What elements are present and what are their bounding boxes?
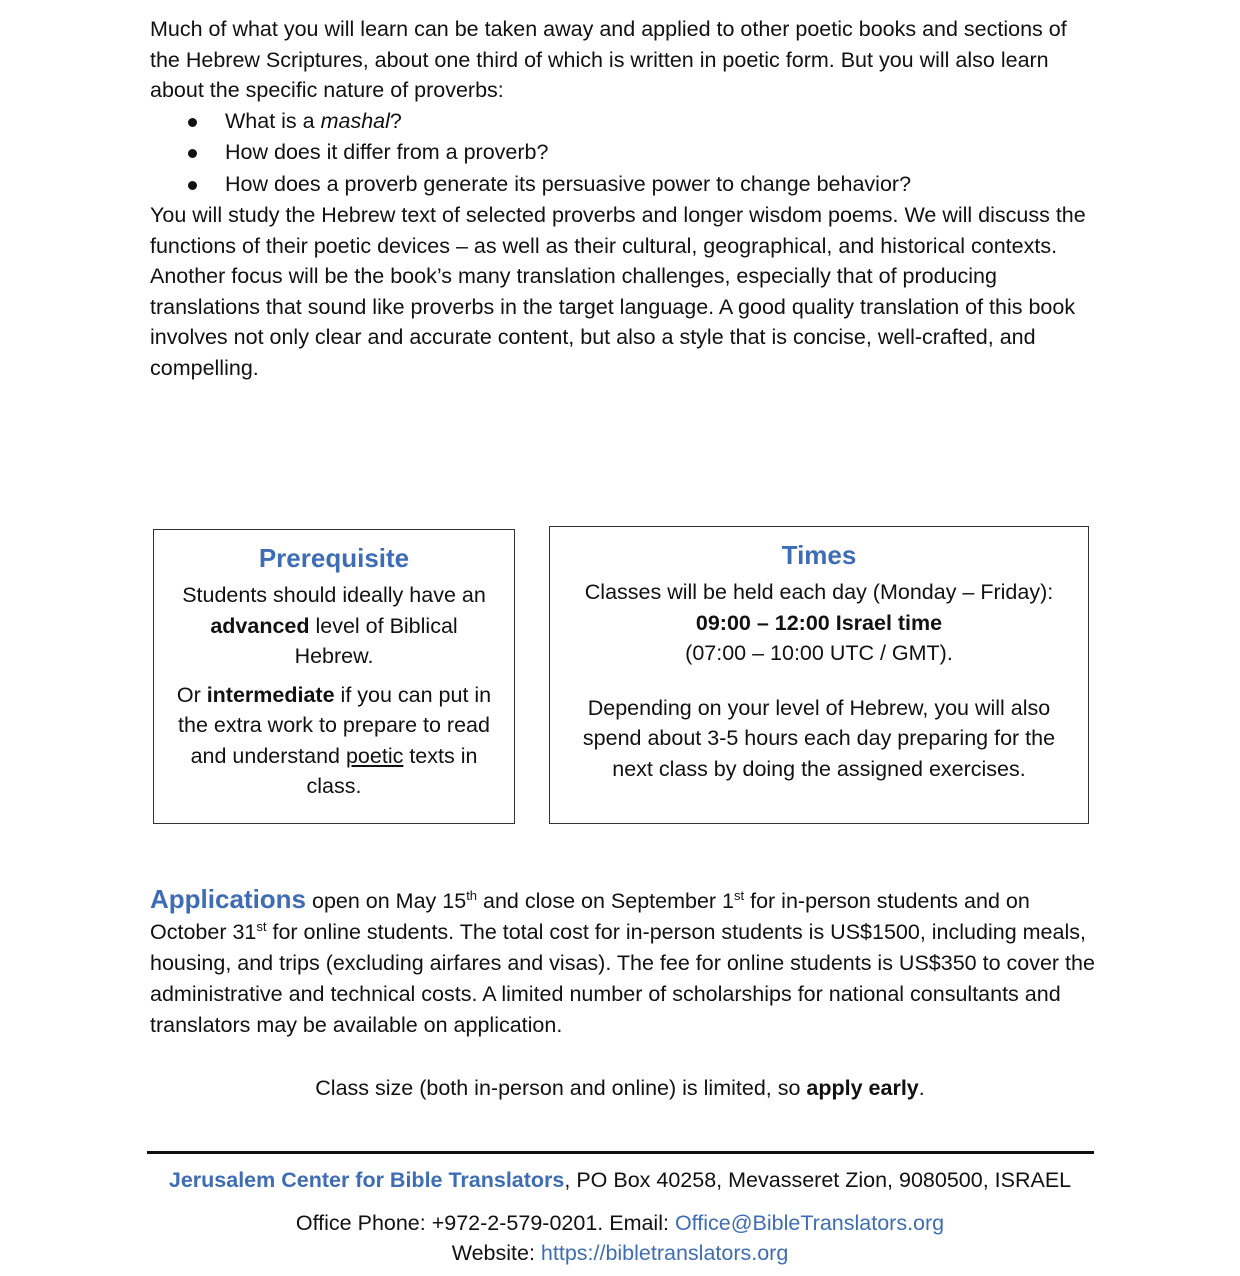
prerequisite-box bbox=[153, 529, 515, 824]
list-item: How does it differ from a proverb? bbox=[150, 137, 1095, 169]
times-israel: 09:00 – 12:00 Israel time bbox=[695, 610, 943, 635]
intro-paragraph: Much of what you will learn can be taken away and applied to other poetic books and sections of the Hebrew Scriptures, about one third of which is written in poetic form. But you will also learn about the specific nature of proverbs: bbox=[150, 17, 1067, 102]
class-size-note: Class size (both in-person and online) is limited, so apply early. bbox=[315, 1076, 925, 1100]
footer-divider bbox=[147, 1151, 1094, 1154]
website-link[interactable]: https://bibletranslators.org bbox=[540, 1241, 789, 1265]
prerequisite-title: Prerequisite bbox=[258, 543, 410, 573]
org-name: Jerusalem Center for Bible Translators bbox=[168, 1168, 565, 1192]
question-list bbox=[150, 106, 1095, 201]
mashal-term: mashal bbox=[320, 108, 390, 133]
list-item: How does a proverb generate its persuasive power to change behavior? bbox=[150, 169, 1095, 201]
study-paragraph: You will study the Hebrew text of selected proverbs and longer wisdom poems. We will discuss the functions of their poetic devices – as well as their cultural, geographical, and historical contexts. bbox=[150, 203, 1086, 258]
times-title: Times bbox=[781, 540, 857, 570]
prerequisite-advanced-text: Students should ideally have an advanced level of Biblical Hebrew. bbox=[182, 583, 486, 668]
times-days: Classes will be held each day (Monday – Friday): bbox=[584, 580, 1054, 604]
applications-heading: Applications bbox=[150, 884, 307, 914]
applications-paragraph: Applications open on May 15th and close on September 1st for in-person students and on October 31st for online students. The total cost for in-person students is US$1500, including meals, housing, and trips (excluding airfares and visas). The fee for online students is US$350 to cover the administrative and technical costs. A limited number of scholarships for national consultants and translators may be available on application. bbox=[150, 884, 1095, 1037]
list-item: What is a mashal? bbox=[150, 106, 1095, 138]
times-utc: (07:00 – 10:00 UTC / GMT). bbox=[685, 641, 953, 665]
footer-contact: Office Phone: +972-2-579-0201. Email: Office@BibleTranslators.org bbox=[295, 1211, 945, 1235]
prerequisite-intermediate-text: Or intermediate if you can put in the extra work to prepare to read and understand poetic texts in class. bbox=[176, 682, 492, 798]
times-preparation: Depending on your level of Hebrew, you will also spend about 3-5 hours each day preparing for the next class by doing the assigned exercises. bbox=[582, 695, 1056, 781]
times-box bbox=[549, 526, 1089, 824]
footer-website: Website: https://bibletranslators.org bbox=[451, 1241, 789, 1265]
focus-paragraph: Another focus will be the book’s many translation challenges, especially that of producing translations that sound like proverbs in the target language. A good quality translation of this book involves not only clear and accurate content, but also a style that is concise, well-crafted, and compelling. bbox=[150, 264, 1076, 380]
email-link[interactable]: Office@BibleTranslators.org bbox=[674, 1211, 945, 1235]
footer-address: Jerusalem Center for Bible Translators, PO Box 40258, Mevasseret Zion, 9080500, ISRAEL bbox=[168, 1168, 1072, 1192]
page-content bbox=[150, 14, 1095, 383]
